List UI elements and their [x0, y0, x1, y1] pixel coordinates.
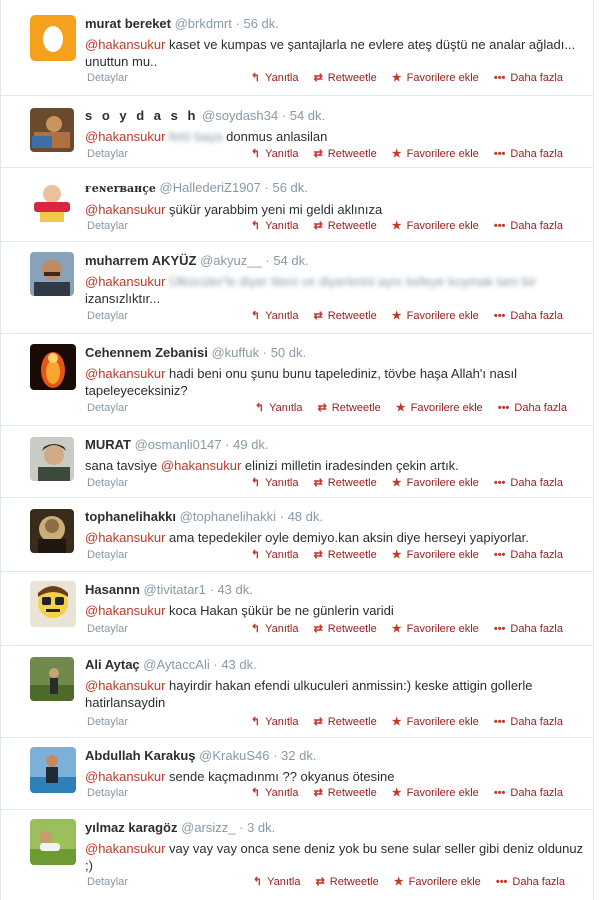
reply-label: Yanıtla: [265, 72, 299, 84]
details-link[interactable]: Detaylar: [87, 402, 128, 414]
tweet-actions: [239, 622, 563, 636]
author-name[interactable]: yılmaz karagöz: [85, 820, 178, 835]
mention-link[interactable]: @hakansukur: [85, 603, 166, 618]
tweet[interactable]: [1, 646, 593, 738]
more-label: Daha fazla: [510, 623, 563, 635]
tweet-body: hayirdir hakan efendi ulkuculeri anmissin:) keske attigin gollerle hatirlansaydin: [85, 678, 533, 710]
more-button[interactable]: [498, 401, 567, 415]
retweet-icon: ⇄: [315, 876, 325, 888]
more-button[interactable]: [494, 71, 563, 85]
retweet-button[interactable]: [316, 875, 379, 889]
reply-button[interactable]: [251, 786, 299, 800]
tweet-header: [85, 748, 585, 764]
retweet-label: Retweetle: [327, 549, 377, 561]
author-handle[interactable]: @tophanelihakki: [179, 509, 276, 524]
retweet-button[interactable]: [314, 476, 377, 490]
tweet-actions: [239, 715, 563, 729]
reply-button[interactable]: [253, 875, 301, 889]
tweet[interactable]: [1, 168, 593, 242]
favorite-label: Favorilere ekle: [410, 402, 483, 414]
tweet-footer: [85, 219, 563, 233]
tweet-actions: [239, 147, 563, 161]
avatar[interactable]: [30, 581, 76, 627]
details-link[interactable]: Detaylar: [87, 477, 128, 489]
tweet-time[interactable]: 43 dk.: [217, 582, 253, 597]
author-handle[interactable]: @kuffuk: [211, 345, 260, 360]
avatar[interactable]: [30, 657, 74, 701]
separator-dot: ·: [239, 820, 244, 835]
author-handle[interactable]: @HallederiZ1907: [159, 180, 261, 195]
tweet-body: hadi beni onu şunu bunu tapelediniz, tövbe haşa Allah'ı nasıl tapeleyeceksiniz?: [85, 366, 517, 398]
reply-label: Yanıtla: [269, 402, 303, 414]
reply-label: Yanıtla: [265, 310, 299, 322]
author-handle[interactable]: @brkdmrt: [174, 16, 232, 31]
tweet-body: ama tepedekiler oyle demiyo.kan aksin diye herseyi yapiyorlar.: [169, 530, 529, 545]
tweet-header: [85, 509, 585, 525]
tweet-body: elinizi milletin iradesinden çekin artık.: [244, 458, 459, 473]
retweet-label: Retweetle: [327, 72, 377, 84]
more-button[interactable]: [494, 219, 563, 233]
reply-label: Yanıtla: [265, 549, 299, 561]
retweet-icon: ⇄: [313, 716, 323, 728]
favorite-label: Favorilere ekle: [406, 72, 479, 84]
tweet-actions: [243, 401, 567, 415]
tweet-time[interactable]: 43 dk.: [221, 657, 257, 672]
tweet[interactable]: [1, 426, 593, 498]
tweet-time[interactable]: 50 dk.: [270, 345, 307, 360]
more-label: Daha fazla: [510, 787, 563, 799]
retweet-label: Retweetle: [327, 477, 377, 489]
retweet-label: Retweetle: [327, 623, 377, 635]
more-button[interactable]: [494, 715, 563, 729]
favorite-label: Favorilere ekle: [406, 477, 479, 489]
tweet-header: [85, 345, 585, 361]
mention-link[interactable]: @hakansukur: [85, 274, 166, 289]
tweet[interactable]: [1, 242, 593, 334]
author-handle[interactable]: @tivitatar1: [143, 582, 206, 597]
separator-dot: ·: [209, 582, 214, 597]
avatar[interactable]: [30, 437, 74, 481]
details-link[interactable]: Detaylar: [87, 72, 128, 84]
reply-button[interactable]: [255, 401, 303, 415]
favorite-label: Favorilere ekle: [406, 549, 479, 561]
dots-icon: •••: [493, 72, 506, 84]
retweet-label: Retweetle: [327, 787, 377, 799]
author-name[interactable]: Cehennem Zebanisi: [85, 345, 208, 360]
more-label: Daha fazla: [510, 477, 563, 489]
tweet[interactable]: [1, 738, 593, 810]
tweet-text: [85, 128, 585, 145]
tweet-body: vay vay vay onca sene deniz yok bu sene sular seller gibi deniz oldunuz ;): [85, 841, 584, 873]
author-handle[interactable]: @soydash34: [202, 108, 279, 123]
tweet-footer: [85, 401, 567, 415]
reply-label: Yanıtla: [267, 876, 301, 888]
favorite-label: Favorilere ekle: [406, 220, 479, 232]
star-icon: ★: [391, 787, 402, 799]
dots-icon: •••: [493, 549, 506, 561]
favorite-button[interactable]: [392, 219, 479, 233]
tweet-text: [85, 602, 585, 619]
author-name[interactable]: Ali Aytaç: [85, 657, 140, 672]
tweet-text: [85, 273, 585, 307]
retweet-button[interactable]: [314, 71, 377, 85]
tweet-text: [85, 36, 585, 70]
reply-arrow-icon: ↰: [250, 220, 261, 232]
separator-dot: ·: [262, 345, 268, 360]
star-icon: ★: [395, 402, 406, 414]
author-handle[interactable]: @akyuz__: [200, 253, 262, 268]
avatar[interactable]: [30, 108, 74, 152]
reply-arrow-icon: ↰: [250, 72, 261, 84]
tweet-header: [85, 108, 585, 124]
reply-button[interactable]: [251, 476, 299, 490]
tweet-time[interactable]: 32 dk.: [281, 748, 317, 763]
favorite-label: Favorilere ekle: [408, 876, 481, 888]
retweet-icon: ⇄: [313, 787, 323, 799]
tweet[interactable]: [1, 96, 593, 168]
star-icon: ★: [391, 148, 402, 160]
star-icon: ★: [391, 716, 402, 728]
tweet-actions: [239, 786, 563, 800]
reply-label: Yanıtla: [265, 148, 299, 160]
dots-icon: •••: [493, 220, 506, 232]
author-handle[interactable]: @arsizz_: [181, 820, 236, 835]
reply-label: Yanıtla: [265, 220, 299, 232]
retweet-label: Retweetle: [331, 402, 381, 414]
more-button[interactable]: [494, 622, 563, 636]
tweet[interactable]: [1, 572, 593, 646]
retweet-label: Retweetle: [329, 876, 379, 888]
author-name[interactable]: murat bereket: [85, 16, 171, 31]
tweet-actions: [239, 219, 563, 233]
favorite-button[interactable]: [392, 71, 479, 85]
blurred-text: Ülkücüler'le diyer liteni ve diyerlerini aynı kefeye koymak tam bir: [169, 274, 537, 289]
tweet-body: izansızlıktır...: [85, 291, 161, 306]
retweet-button[interactable]: [314, 548, 377, 562]
tweet-time[interactable]: 56 dk.: [243, 16, 279, 31]
tweet-body: şükür yarabbim yeni mi geldi aklınıza: [169, 202, 383, 217]
avatar[interactable]: [30, 819, 76, 865]
retweet-label: Retweetle: [327, 716, 377, 728]
details-link[interactable]: Detaylar: [87, 310, 128, 322]
more-label: Daha fazla: [510, 72, 563, 84]
tweet-time[interactable]: 54 dk.: [289, 108, 326, 123]
favorite-button[interactable]: [392, 622, 479, 636]
favorite-label: Favorilere ekle: [406, 310, 479, 322]
favorite-label: Favorilere ekle: [406, 716, 479, 728]
favorite-label: Favorilere ekle: [406, 623, 479, 635]
favorite-button[interactable]: [392, 147, 479, 161]
tweet-body: kaset ve kumpas ve şantajlarla ne evlere ateş düştü ne analar ağladı... unuttun mu..: [85, 37, 576, 69]
retweet-button[interactable]: [314, 622, 377, 636]
author-handle[interactable]: @osmanli0147: [134, 437, 222, 452]
tweet-text: [85, 677, 585, 711]
mention-link[interactable]: @hakansukur: [85, 678, 166, 693]
avatar[interactable]: [30, 747, 76, 793]
author-name[interactable]: tophanelihakkı: [85, 509, 177, 524]
reply-label: Yanıtla: [265, 477, 299, 489]
author-handle[interactable]: @AytaccAli: [143, 657, 210, 672]
tweet-footer: [85, 622, 563, 636]
tweet-header: [85, 582, 585, 598]
avatar[interactable]: [30, 252, 74, 296]
separator-dot: ·: [281, 108, 287, 123]
star-icon: ★: [391, 623, 402, 635]
tweet-header: [85, 820, 585, 836]
favorite-label: Favorilere ekle: [406, 787, 479, 799]
separator-dot: ·: [264, 180, 269, 195]
retweet-button[interactable]: [314, 786, 377, 800]
retweet-icon: ⇄: [313, 310, 323, 322]
separator-dot: ·: [265, 253, 270, 268]
avatar[interactable]: [30, 180, 74, 224]
tweet-body-prefix: sana tavsiye: [85, 458, 158, 473]
reply-button[interactable]: [251, 715, 299, 729]
more-button[interactable]: [494, 548, 563, 562]
reply-arrow-icon: ↰: [250, 716, 261, 728]
reply-label: Yanıtla: [265, 623, 299, 635]
reply-label: Yanıtla: [265, 716, 299, 728]
author-name[interactable]: Abdullah Karakuş: [85, 748, 196, 763]
reply-arrow-icon: ↰: [250, 477, 261, 489]
star-icon: ★: [391, 549, 402, 561]
tweet-footer: [85, 309, 563, 323]
reply-arrow-icon: ↰: [250, 623, 261, 635]
more-button[interactable]: [494, 309, 563, 323]
tweet-header: [85, 16, 585, 32]
more-label: Daha fazla: [510, 148, 563, 160]
separator-dot: ·: [225, 437, 230, 452]
more-label: Daha fazla: [510, 716, 563, 728]
author-name[interactable]: ғeɴerʙaнçe: [85, 182, 156, 195]
favorite-button[interactable]: [392, 309, 479, 323]
separator-dot: ·: [213, 657, 218, 672]
tweet-footer: [85, 147, 563, 161]
tweet-body: koca Hakan şükür be ne günlerin varidi: [169, 603, 394, 618]
author-name[interactable]: Hasannn: [85, 582, 140, 597]
tweet-text: [85, 457, 585, 474]
tweet-header: [85, 657, 585, 673]
reply-arrow-icon: ↰: [250, 148, 261, 160]
reply-button[interactable]: [251, 548, 299, 562]
reply-arrow-icon: ↰: [250, 787, 261, 799]
tweet[interactable]: [1, 0, 593, 96]
tweet-footer: [85, 71, 563, 85]
avatar[interactable]: [30, 509, 74, 553]
dots-icon: •••: [493, 148, 506, 160]
tweet-time[interactable]: 54 dk.: [273, 253, 309, 268]
more-button[interactable]: [494, 147, 563, 161]
mention-link[interactable]: @hakansukur: [160, 458, 242, 473]
favorite-button[interactable]: [392, 715, 479, 729]
tweet-footer: [85, 786, 563, 800]
mention-link[interactable]: @hakansukur: [85, 530, 166, 545]
reply-label: Yanıtla: [265, 787, 299, 799]
favorite-button[interactable]: [394, 875, 481, 889]
tweet[interactable]: [1, 810, 593, 900]
reply-button[interactable]: [251, 147, 299, 161]
retweet-icon: ⇄: [317, 402, 327, 414]
details-link[interactable]: Detaylar: [87, 876, 128, 888]
dots-icon: •••: [493, 310, 506, 322]
tweet-footer: [85, 476, 563, 490]
tweet-text: [85, 201, 585, 218]
separator-dot: ·: [235, 16, 240, 31]
mention-link[interactable]: @hakansukur: [85, 841, 166, 856]
tweet-text: [85, 768, 585, 785]
details-link[interactable]: Detaylar: [87, 220, 128, 232]
star-icon: ★: [391, 220, 402, 232]
tweet-actions: [239, 71, 563, 85]
separator-dot: ·: [279, 509, 284, 524]
author-name[interactable]: s o y d a s h: [85, 108, 199, 123]
avatar-egg[interactable]: [30, 15, 76, 61]
tweet-actions: [239, 309, 563, 323]
tweet-body: donmus anlasilan: [226, 129, 328, 144]
dots-icon: •••: [493, 623, 506, 635]
reply-arrow-icon: ↰: [250, 310, 261, 322]
author-handle[interactable]: @KrakuS46: [199, 748, 270, 763]
retweet-icon: ⇄: [313, 220, 323, 232]
more-button[interactable]: [496, 875, 565, 889]
reply-arrow-icon: ↰: [254, 402, 265, 414]
tweet-footer: [85, 715, 563, 729]
retweet-label: Retweetle: [327, 220, 377, 232]
separator-dot: ·: [273, 748, 278, 763]
more-button[interactable]: [494, 786, 563, 800]
more-label: Daha fazla: [514, 402, 567, 414]
reply-button[interactable]: [251, 309, 299, 323]
star-icon: ★: [391, 72, 402, 84]
retweet-button[interactable]: [314, 147, 377, 161]
more-label: Daha fazla: [512, 876, 565, 888]
star-icon: ★: [391, 310, 402, 322]
details-link[interactable]: Detaylar: [87, 148, 128, 160]
favorite-button[interactable]: [392, 548, 479, 562]
tweet-text: [85, 365, 585, 399]
details-link[interactable]: Detaylar: [87, 549, 128, 561]
star-icon: ★: [391, 477, 402, 489]
reply-button[interactable]: [251, 71, 299, 85]
tweet-time[interactable]: 48 dk.: [287, 509, 323, 524]
tweet-header: [85, 437, 585, 453]
retweet-icon: ⇄: [313, 72, 323, 84]
reply-arrow-icon: ↰: [250, 549, 261, 561]
dots-icon: •••: [493, 716, 506, 728]
tweet-time[interactable]: 56 dk.: [272, 180, 308, 195]
tweet-footer: [85, 548, 563, 562]
mention-link[interactable]: @hakansukur: [85, 202, 166, 217]
tweet[interactable]: [1, 334, 593, 426]
tweet-time[interactable]: 49 dk.: [233, 437, 269, 452]
tweet-actions: [239, 476, 563, 490]
tweet-header: [85, 180, 585, 197]
mention-link[interactable]: @hakansukur: [85, 129, 166, 144]
retweet-label: Retweetle: [327, 310, 377, 322]
retweet-icon: ⇄: [313, 148, 323, 160]
retweet-button[interactable]: [314, 219, 377, 233]
tweet-actions: [241, 875, 565, 889]
tweet-time[interactable]: 3 dk.: [247, 820, 276, 835]
author-name[interactable]: MURAT: [85, 437, 131, 452]
retweet-icon: ⇄: [313, 623, 323, 635]
details-link[interactable]: Detaylar: [87, 716, 128, 728]
favorite-button[interactable]: [392, 476, 479, 490]
retweet-button[interactable]: [314, 309, 377, 323]
reply-arrow-icon: ↰: [252, 876, 263, 888]
more-label: Daha fazla: [510, 220, 563, 232]
author-name[interactable]: muharrem AKYÜZ: [85, 253, 197, 268]
details-link[interactable]: Detaylar: [87, 787, 128, 799]
blurred-text: fetö baya: [169, 129, 223, 144]
avatar[interactable]: [30, 344, 76, 390]
dots-icon: •••: [495, 876, 508, 888]
tweet-header: [85, 253, 585, 269]
mention-link[interactable]: @hakansukur: [85, 37, 166, 52]
dots-icon: •••: [497, 402, 510, 414]
more-label: Daha fazla: [510, 549, 563, 561]
reply-button[interactable]: [251, 219, 299, 233]
tweet-actions: [239, 548, 563, 562]
favorite-button[interactable]: [392, 786, 479, 800]
star-icon: ★: [393, 876, 404, 888]
tweet-text: [85, 529, 585, 546]
mention-link[interactable]: @hakansukur: [85, 769, 166, 784]
more-label: Daha fazla: [510, 310, 563, 322]
favorite-label: Favorilere ekle: [406, 148, 479, 160]
dots-icon: •••: [493, 787, 506, 799]
tweet-footer: [85, 875, 565, 889]
retweet-button[interactable]: [314, 715, 377, 729]
tweet[interactable]: [1, 498, 593, 572]
favorite-button[interactable]: [396, 401, 483, 415]
retweet-button[interactable]: [318, 401, 381, 415]
mention-link[interactable]: @hakansukur: [85, 366, 166, 381]
tweet-body: sende kaçmadınmı ?? okyanus ötesine: [169, 769, 395, 784]
more-button[interactable]: [494, 476, 563, 490]
details-link[interactable]: Detaylar: [87, 623, 128, 635]
retweet-icon: ⇄: [313, 477, 323, 489]
retweet-icon: ⇄: [313, 549, 323, 561]
reply-button[interactable]: [251, 622, 299, 636]
dots-icon: •••: [493, 477, 506, 489]
tweet-text: [85, 840, 585, 874]
retweet-label: Retweetle: [327, 148, 377, 160]
